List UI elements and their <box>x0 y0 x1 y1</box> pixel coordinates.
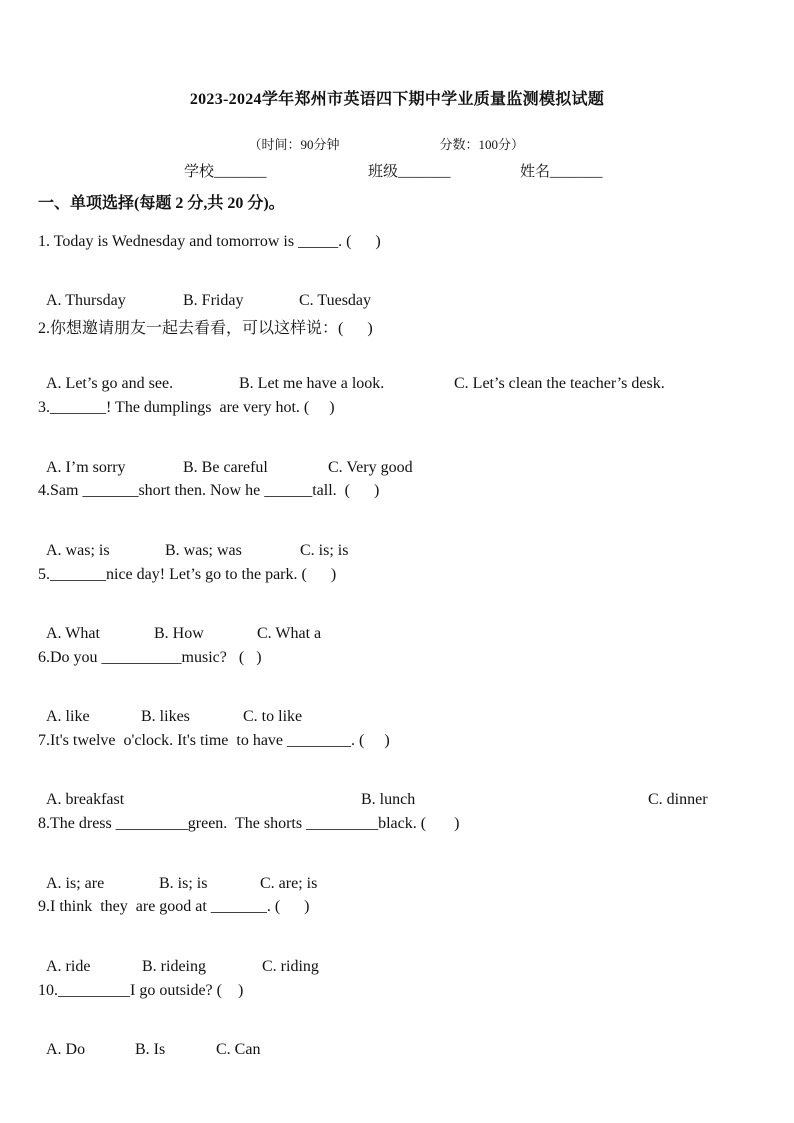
question-9: 9.I think they are good at _______. ( ) <box>38 898 310 915</box>
question-10: 10._________I go outside? ( ) <box>38 982 244 999</box>
question-6: 6.Do you __________music? ( ) <box>38 649 262 666</box>
options-6 <box>38 690 302 726</box>
option-c: C. are; is <box>260 875 318 892</box>
options-3 <box>38 441 413 477</box>
option-b: B. Be careful <box>183 459 268 476</box>
page-title: 2023-2024学年郑州市英语四下期中学业质量监测模拟试题 <box>189 91 605 108</box>
option-c: C. riding <box>262 958 319 975</box>
option-a: A. was; is <box>46 542 110 559</box>
option-a: A. ride <box>46 958 91 975</box>
question-5: 5._______nice day! Let’s go to the park. ( ) <box>38 566 337 583</box>
options-5 <box>38 607 321 643</box>
option-a: A. Do <box>46 1041 86 1058</box>
option-b: B. was; was <box>165 542 242 559</box>
option-b: B. likes <box>141 708 190 725</box>
question-4: 4.Sam _______short then. Now he ______tall. ( ) <box>38 482 380 499</box>
option-a: A. like <box>46 708 90 725</box>
option-c: C. Can <box>216 1041 261 1058</box>
time-limit: （时间：90分钟 <box>248 137 340 152</box>
question-7: 7.It's twelve o'clock. It's time to have ________. ( ) <box>38 732 390 749</box>
section-heading: 一、单项选择(每题 2 分,共 20 分)。 <box>38 195 285 212</box>
options-9 <box>38 940 319 976</box>
option-b: B. Is <box>135 1041 166 1058</box>
options-7 <box>38 773 708 809</box>
question-8: 8.The dress _________green. The shorts _________black. ( ) <box>38 815 460 832</box>
option-a: A. breakfast <box>46 791 125 808</box>
option-b: B. rideing <box>142 958 206 975</box>
option-c: C. Tuesday <box>299 292 372 309</box>
school-field: 学校_______ <box>184 164 267 180</box>
question-1: 1. Today is Wednesday and tomorrow is _____. ( ) <box>38 233 381 250</box>
question-3: 3._______! The dumplings are very hot. ( ) <box>38 399 335 416</box>
exam-meta <box>242 118 524 153</box>
options-10 <box>38 1023 260 1059</box>
options-4 <box>38 524 348 560</box>
total-score: 分数：100分） <box>439 137 525 152</box>
option-a: A. is; are <box>46 875 105 892</box>
option-b: B. lunch <box>361 791 416 808</box>
options-8 <box>38 857 317 893</box>
option-c: C. Very good <box>328 459 413 476</box>
name-field: 姓名_______ <box>520 164 603 180</box>
option-c: C. to like <box>243 708 303 725</box>
option-b: B. is; is <box>159 875 208 892</box>
option-a: A. I’m sorry <box>46 459 126 476</box>
options-1 <box>38 274 371 310</box>
question-2: 2.你想邀请朋友一起去看看，可以这样说：( ) <box>38 320 373 337</box>
option-b: B. Let me have a look. <box>239 375 385 392</box>
option-b: B. Friday <box>183 292 244 309</box>
options-2 <box>38 357 665 393</box>
option-a: A. Thursday <box>46 292 126 309</box>
option-c: C. What a <box>257 625 322 642</box>
option-a: A. What <box>46 625 100 642</box>
option-c: C. is; is <box>300 542 349 559</box>
option-c: C. Let’s clean the teacher’s desk. <box>454 375 665 392</box>
option-b: B. How <box>154 625 204 642</box>
option-a: A. Let’s go and see. <box>46 375 174 392</box>
class-field: 班级_______ <box>368 164 451 180</box>
option-c: C. dinner <box>648 791 708 808</box>
